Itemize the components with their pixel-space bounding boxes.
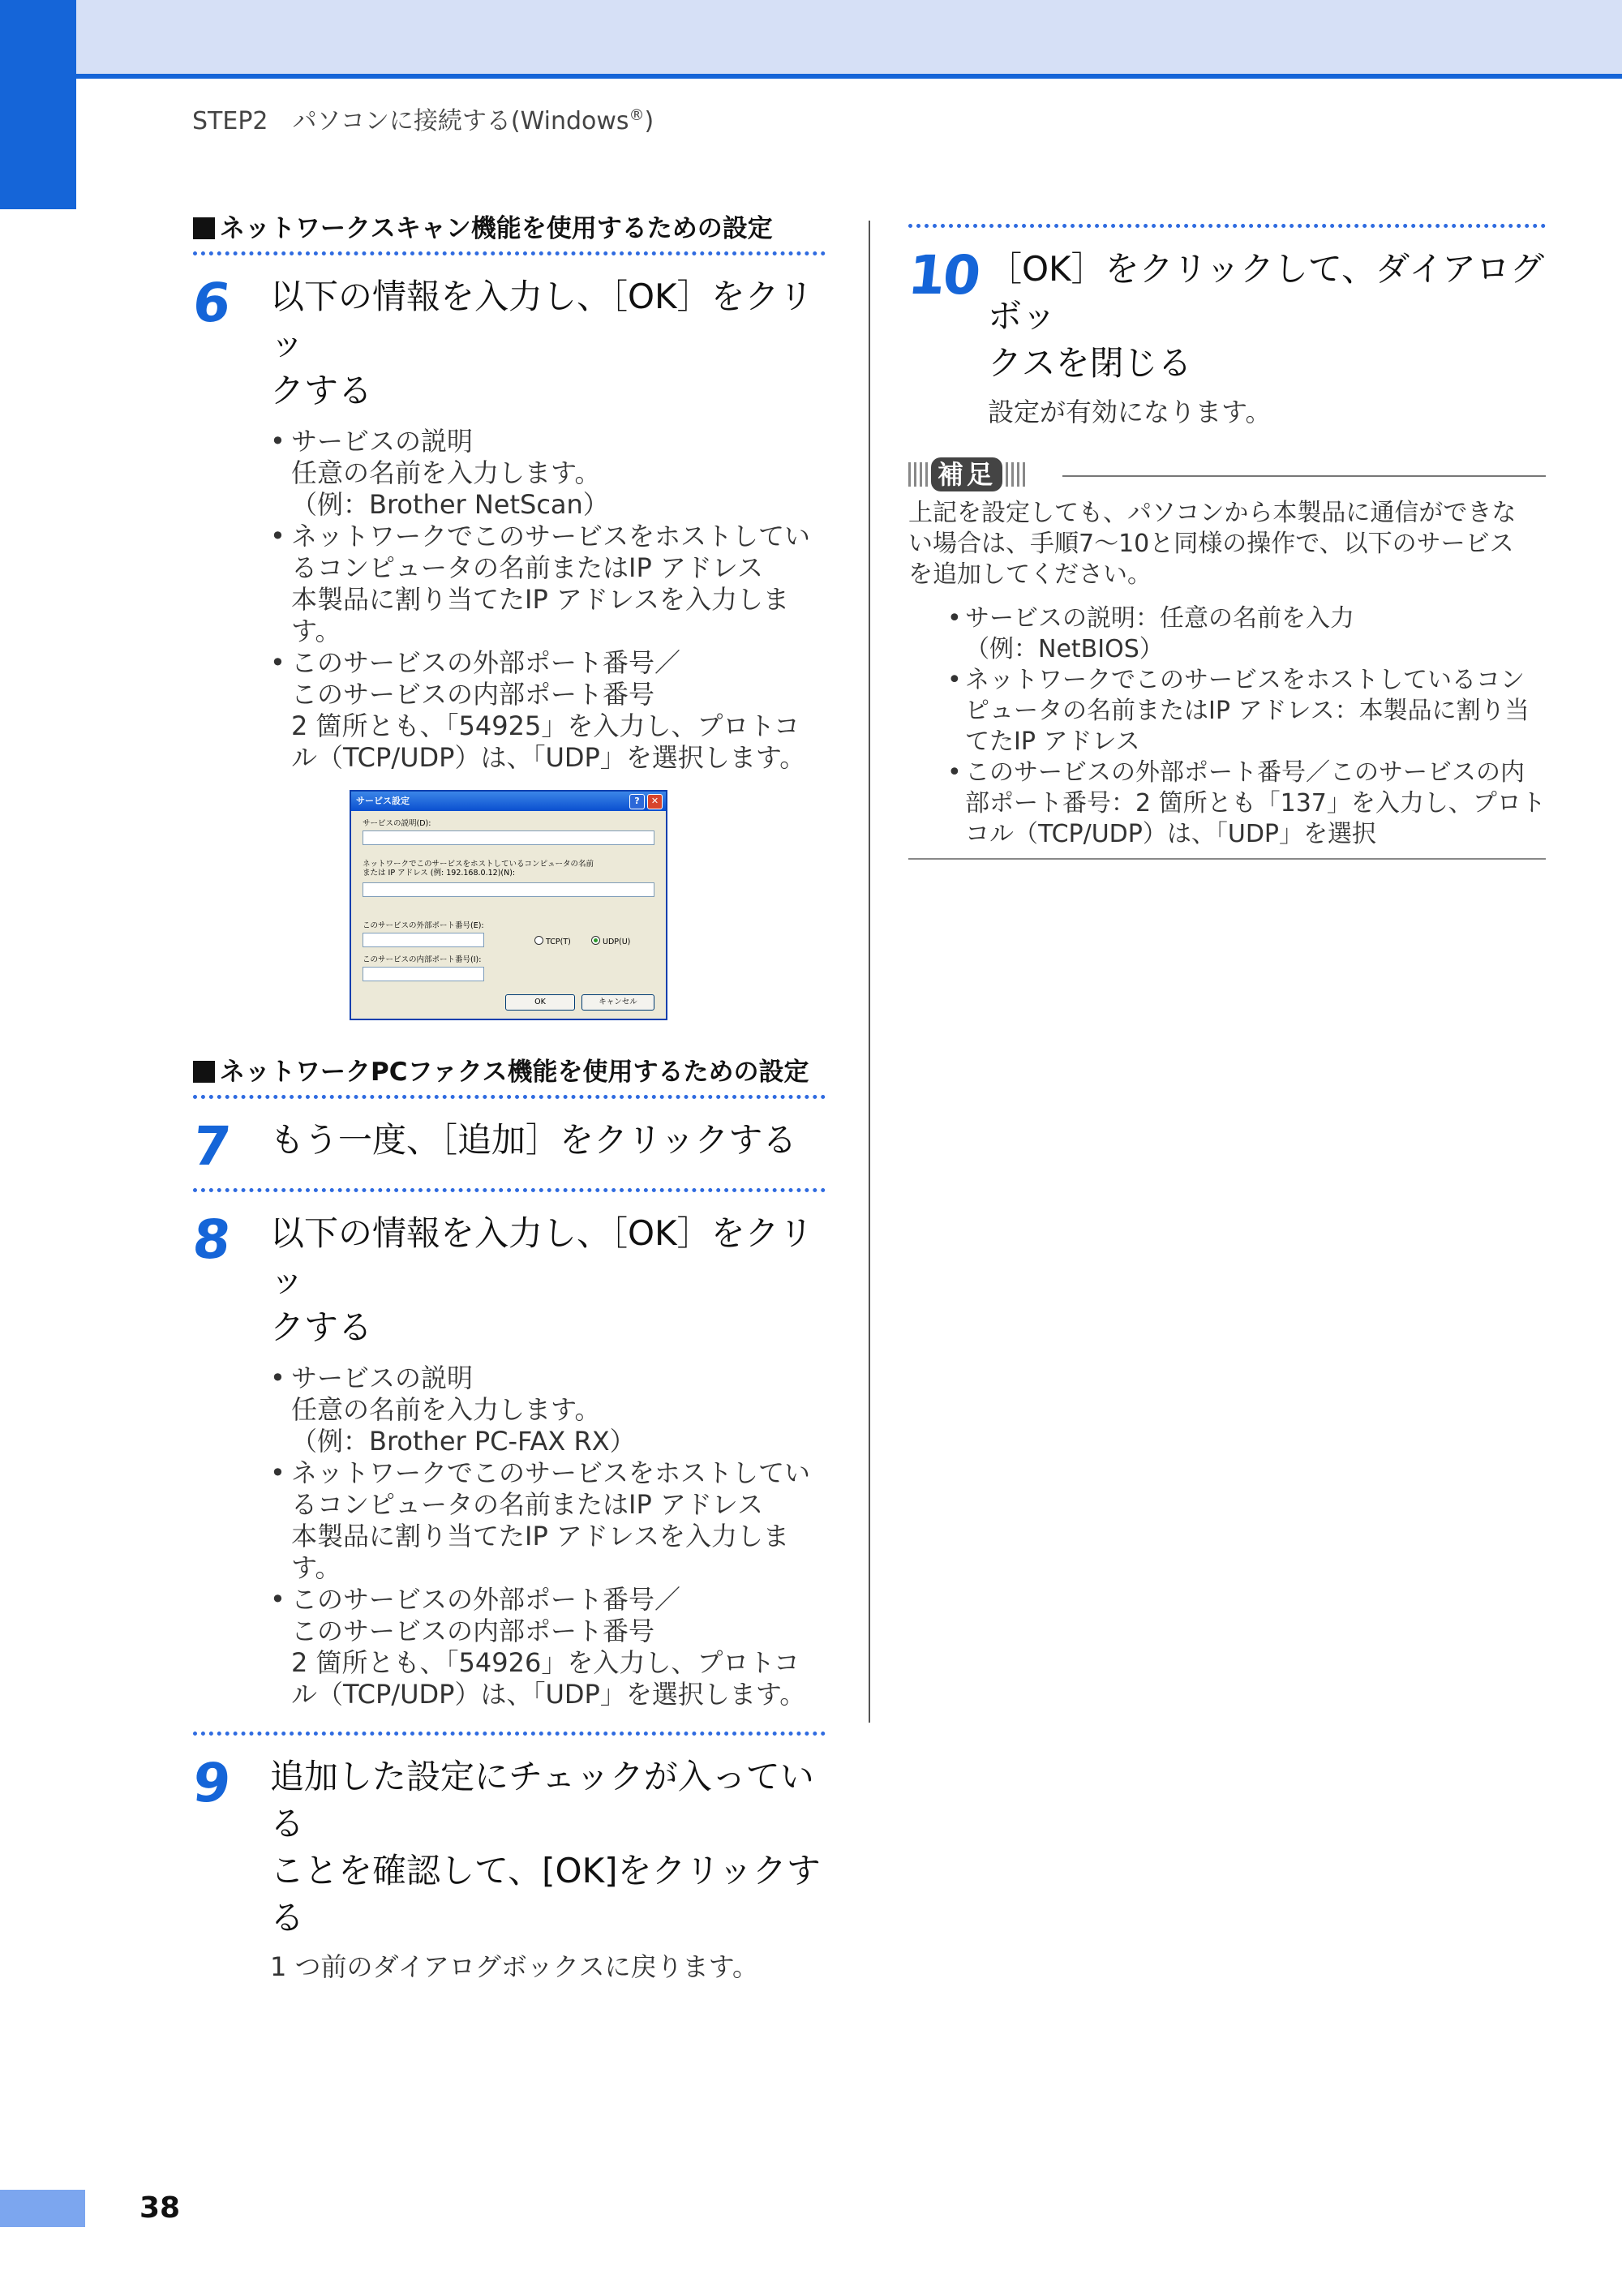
column-divider bbox=[869, 221, 870, 1723]
list-item: • このサービスの外部ポート番号／ このサービスの内部ポート番号 2 箇所とも、「54926」を入力し、プロトコ ル（TCP/UDP）は、「UDP」を選択します。 bbox=[270, 1584, 826, 1710]
note-header bbox=[908, 456, 1546, 498]
internal-port-label: このサービスの内部ポート番号(I): bbox=[363, 955, 482, 964]
tcp-radio[interactable]: TCP(T) bbox=[534, 936, 571, 947]
page-number: 38 bbox=[139, 2191, 181, 2225]
dotted-separator bbox=[193, 251, 826, 255]
dotted-separator bbox=[193, 1732, 826, 1736]
step-title: もう一度、［追加］をクリックする bbox=[270, 1120, 797, 1160]
dotted-separator bbox=[193, 1095, 826, 1099]
help-icon[interactable]: ? bbox=[629, 794, 645, 809]
step-7 bbox=[190, 1115, 826, 1178]
list-item: • サービスの説明 任意の名前を入力します。 （例：Brother NetScan） bbox=[270, 426, 826, 521]
step-number: 6 bbox=[190, 272, 232, 334]
dotted-separator bbox=[908, 224, 1546, 228]
host-address-label: ネットワークでこのサービスをホストしているコンピュータの名前 または IP アドレス (例: 192.168.0.12)(N): bbox=[363, 860, 594, 878]
section-heading-scan: ネットワークスキャン機能を使用するための設定 bbox=[193, 212, 826, 245]
note-body: 上記を設定しても、パソコンから本製品に通信ができな い場合は、手順7〜10と同様の操作で、以下のサービス を追加してください。 bbox=[908, 499, 1517, 589]
note-bars-icon bbox=[908, 462, 928, 487]
step-number: 8 bbox=[190, 1208, 232, 1271]
step-title: ［OK］をクリックして、ダイアログボッ クスを閉じる bbox=[988, 249, 1544, 383]
step-title: 追加した設定にチェックが入っている ことを確認して、[OK]をクリックする bbox=[270, 1757, 821, 1938]
running-header: STEP2 パソコンに接続する(Windows®) bbox=[192, 106, 654, 135]
right-column bbox=[905, 212, 1546, 860]
square-bullet-icon bbox=[193, 1061, 215, 1083]
header-rule bbox=[76, 74, 1622, 79]
cancel-button[interactable]: キャンセル bbox=[581, 994, 654, 1011]
note-rule bbox=[1062, 475, 1546, 477]
note-bullets bbox=[947, 603, 1546, 850]
step-title: 以下の情報を入力し、［OK］をクリッ クする bbox=[270, 277, 813, 410]
external-port-label: このサービスの外部ポート番号(E): bbox=[363, 921, 484, 930]
step-number: 7 bbox=[190, 1115, 232, 1178]
step-9 bbox=[190, 1752, 826, 1983]
internal-port-input[interactable] bbox=[363, 967, 484, 981]
udp-radio[interactable]: UDP(U) bbox=[591, 936, 630, 947]
ok-button[interactable]: OK bbox=[505, 994, 575, 1011]
step-title: 以下の情報を入力し、［OK］をクリッ クする bbox=[270, 1213, 813, 1347]
note-bars-icon bbox=[1006, 462, 1025, 487]
step-8-bullets bbox=[270, 1363, 826, 1710]
dotted-separator bbox=[193, 1188, 826, 1192]
host-address-input[interactable] bbox=[363, 882, 654, 897]
service-description-label: サービスの説明(D): bbox=[363, 819, 431, 828]
step-description: 1 つ前のダイアログボックスに戻ります。 bbox=[270, 1951, 759, 1982]
list-item: • このサービスの外部ポート番号／このサービスの内 部ポート番号：2 箇所とも「137」を入力し、プロト コル（TCP/UDP）は、「UDP」を選択 bbox=[947, 757, 1546, 850]
step-10 bbox=[905, 244, 1546, 428]
section-heading-pcfax: ネットワークPCファクス機能を使用するための設定 bbox=[193, 1056, 826, 1088]
note-label: 補足 bbox=[931, 457, 1002, 491]
step-number: 9 bbox=[190, 1752, 232, 1814]
list-item: • サービスの説明 任意の名前を入力します。 （例：Brother PC-FAX RX） bbox=[270, 1363, 826, 1457]
note-badge bbox=[908, 456, 1025, 493]
service-settings-dialog bbox=[350, 790, 667, 1020]
step-6 bbox=[190, 272, 826, 1020]
note-bottom-rule bbox=[908, 858, 1546, 860]
square-bullet-icon bbox=[193, 217, 215, 239]
step-description: 設定が有効になります。 bbox=[988, 397, 1272, 427]
header-band bbox=[0, 0, 1622, 75]
list-item: • このサービスの外部ポート番号／ このサービスの内部ポート番号 2 箇所とも、「54925」を入力し、プロトコ ル（TCP/UDP）は、「UDP」を選択します。 bbox=[270, 647, 826, 774]
external-port-input[interactable] bbox=[363, 933, 484, 947]
footer-tab bbox=[0, 2190, 85, 2227]
service-description-input[interactable] bbox=[363, 830, 654, 845]
left-column bbox=[190, 212, 826, 1983]
list-item: • サービスの説明：任意の名前を入力 （例：NetBIOS） bbox=[947, 603, 1546, 665]
step-number: 10 bbox=[905, 244, 981, 307]
dialog-titlebar: サービス設定 ? ✕ bbox=[351, 792, 666, 811]
chapter-tab bbox=[0, 0, 76, 209]
step-6-bullets bbox=[270, 426, 826, 774]
list-item: • ネットワークでこのサービスをホストしてい るコンピュータの名前またはIP アドレス 本製品に割り当てたIP アドレスを入力します。 bbox=[270, 1457, 826, 1584]
list-item: • ネットワークでこのサービスをホストしているコン ピュータの名前またはIP アドレス：本製品に割り当 てたIP アドレス bbox=[947, 665, 1546, 757]
list-item: • ネットワークでこのサービスをホストしてい るコンピュータの名前またはIP アドレス 本製品に割り当てたIP アドレスを入力します。 bbox=[270, 521, 826, 647]
step-8 bbox=[190, 1208, 826, 1710]
close-icon[interactable]: ✕ bbox=[647, 794, 663, 809]
